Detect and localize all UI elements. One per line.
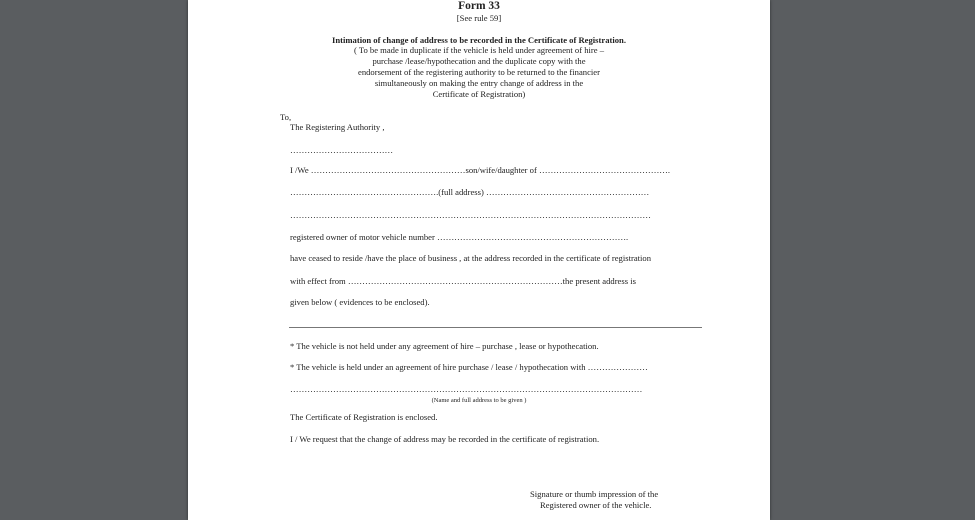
signature-line-2: Registered owner of the vehicle.	[540, 500, 652, 510]
present-address-rule	[289, 327, 702, 328]
financier-blank: ……………………………………………………………………………………………………………	[290, 384, 643, 394]
form-heading: Intimation of change of address to be recorded in the Certificate of Registration.	[332, 35, 626, 45]
note-line: ( To be made in duplicate if the vehicle is held under agreement of hire –	[353, 45, 605, 55]
note-line: simultaneously on making the entry change of address in the	[374, 78, 584, 88]
note-line: endorsement of the registering authority to be returned to the financier	[358, 67, 600, 77]
financier-caption: (Name and full address to be given )	[431, 397, 527, 404]
signature-line-1: Signature or thumb impression of the	[530, 489, 659, 499]
applicant-line: I /We ………………………………………………son/wife/daughter of ……………………………………….	[290, 165, 671, 175]
request-line: I / We request that the change of address may be recorded in the certificate of registration.	[290, 434, 600, 444]
effect-line: with effect from …………………………………………………………………the present address is	[290, 276, 636, 286]
document-page	[188, 0, 770, 520]
evidence-line: given below ( evidences to be enclosed).	[290, 297, 430, 307]
note-line: Certificate of Registration)	[432, 89, 526, 99]
ceased-line: have ceased to reside /have the place of business , at the address recorded in the certificate of registration	[290, 253, 652, 263]
address-line-2: ………………………………………………………………………………………………………………	[290, 210, 651, 220]
authority-blank: ………………………………	[290, 145, 394, 155]
note-line: purchase /lease/hypothecation and the duplicate copy with the	[372, 56, 586, 66]
vehicle-number-line: registered owner of motor vehicle number ………………………………………………………….	[290, 232, 629, 242]
option-not-held: * The vehicle is not held under any agreement of hire – purchase , lease or hypothecation.	[290, 341, 599, 351]
address-line: …………………………………………….(full address) …………………………………………………	[290, 187, 650, 197]
to-label: To,	[280, 112, 292, 122]
authority-label: The Registering Authority ,	[290, 122, 385, 132]
enclosed-line: The Certificate of Registration is enclosed.	[290, 412, 438, 422]
rule-reference: [See rule 59]	[456, 13, 502, 23]
form-title: Form 33	[458, 0, 500, 12]
option-held: * The vehicle is held under an agreement of hire purchase / lease / hypothecation with …………………	[290, 362, 648, 372]
